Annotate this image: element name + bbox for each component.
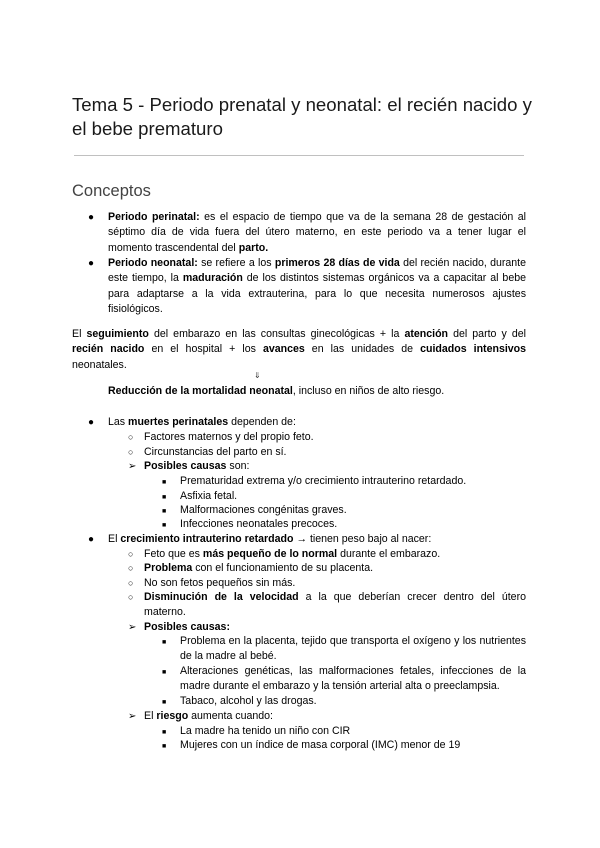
section-heading: Conceptos (72, 182, 151, 200)
square-bullet-icon: ■ (162, 479, 167, 486)
bullet-icon: ● (88, 258, 95, 269)
crecimiento-sub-4: ○ Disminución de la velocidad a la que deberían crecer dentro del útero materno. (128, 591, 526, 619)
square-bullet-icon: ■ (162, 508, 167, 515)
square-bullet-icon: ■ (162, 522, 167, 529)
crecimiento-item: ● El crecimiento intrauterino retardado → tienen peso bajo al nacer: (108, 532, 526, 547)
square-bullet-icon: ■ (162, 729, 167, 736)
circle-bullet-icon: ○ (128, 447, 134, 457)
crecimiento-causa-2: ■ Alteraciones genéticas, las malformaciones fetales, infecciones de la madre durante el embarazo y la tensión arterial alta o preeclampsia. (162, 665, 526, 693)
arrow-bullet-icon: ➢ (128, 622, 137, 633)
muertes-causa-3: ■ Malformaciones congénitas graves. (180, 503, 526, 518)
riesgo-label: ➢ El riesgo aumenta cuando: (144, 709, 524, 724)
title-divider (74, 155, 524, 156)
square-bullet-icon: ■ (162, 743, 167, 750)
muertes-causa-2: ■ Asfixia fetal. (180, 489, 526, 504)
crecimiento-causa-1: ■ Problema en la placenta, tejido que transporta el oxígeno y los nutrientes de la madre al bebé. (162, 635, 526, 663)
reduccion-line: Reducción de la mortalidad neonatal, incluso en niños de alto riesgo. (108, 385, 445, 397)
muertes-causa-1: ■ Prematuridad extrema y/o crecimiento intrauterino retardado. (180, 474, 526, 489)
square-bullet-icon: ■ (162, 494, 167, 501)
bullet-icon: ● (88, 534, 95, 545)
muertes-causas-label: ➢ Posibles causas son: (144, 459, 524, 474)
circle-bullet-icon: ○ (128, 592, 134, 602)
circle-bullet-icon: ○ (128, 563, 134, 573)
page-title: Tema 5 - Periodo prenatal y neonatal: el recién nacido y el bebe prematuro (72, 94, 532, 139)
arrow-bullet-icon: ➢ (128, 461, 137, 472)
circle-bullet-icon: ○ (128, 549, 134, 559)
arrow-bullet-icon: ➢ (128, 711, 137, 722)
muertes-item: ● Las muertes perinatales dependen de: (108, 415, 526, 430)
square-bullet-icon: ■ (162, 669, 167, 676)
seguimiento-paragraph: El seguimiento del embarazo en las consultas ginecológicas + la atención del parto y del recién nacido en el hospital + los avances en las unidades de cuidados intensivos neonatales. (72, 328, 527, 371)
muertes-causa-4: ■ Infecciones neonatales precoces. (180, 517, 526, 532)
bullet-icon: ● (88, 212, 95, 223)
riesgo-item-1: ■ La madre ha tenido un niño con CIR (180, 724, 526, 739)
muertes-sub-1: ○ Factores maternos y del propio feto. (144, 430, 524, 445)
crecimiento-sub-2: ○ Problema con el funcionamiento de su placenta. (144, 561, 524, 576)
crecimiento-sub-3: ○ No son fetos pequeños sin más. (144, 576, 524, 591)
concepto-neonatal: ● Periodo neonatal: se refiere a los primeros 28 días de vida del recién nacido, durante este tiempo, la maduración de los distintos sistemas orgánicos va a capacitar al bebe para adaptarse a la vida extrauterina, para lo que necesita numerosos ajustes fisiológicos. (88, 257, 527, 316)
down-arrow-icon: ⇓ (254, 371, 261, 380)
circle-bullet-icon: ○ (128, 432, 134, 442)
square-bullet-icon: ■ (162, 699, 167, 706)
muertes-sub-2: ○ Circunstancias del parto en sí. (144, 445, 524, 460)
riesgo-item-2: ■ Mujeres con un índice de masa corporal (IMC) menor de 19 (180, 738, 526, 753)
concepto-perinatal: ● Periodo perinatal: es el espacio de tiempo que va de la semana 28 de gestación al séptimo día de vida fuera del útero materno, en este periodo va a tener lugar el momento trascendental del parto. (88, 211, 527, 254)
crecimiento-sub-1: ○ Feto que es más pequeño de lo normal durante el embarazo. (144, 547, 524, 562)
crecimiento-causas-label: ➢ Posibles causas: (144, 620, 524, 635)
crecimiento-causa-3: ■ Tabaco, alcohol y las drogas. (180, 694, 526, 709)
bullet-icon: ● (88, 417, 95, 428)
circle-bullet-icon: ○ (128, 578, 134, 588)
square-bullet-icon: ■ (162, 639, 167, 646)
